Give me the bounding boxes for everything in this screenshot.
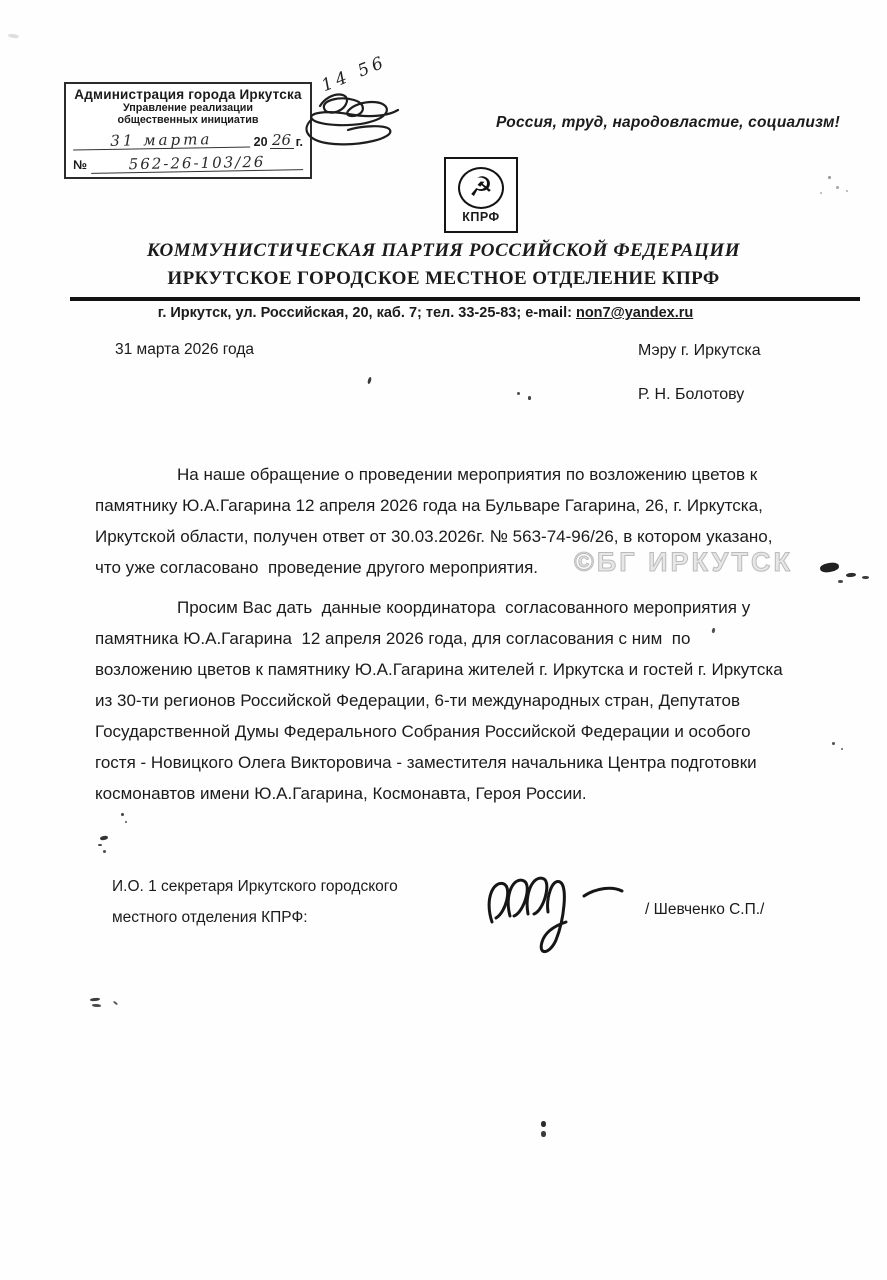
scan-speck	[541, 1131, 546, 1137]
scan-speck	[517, 392, 520, 395]
stamp-handwritten-date: 31 марта	[73, 130, 250, 150]
stamp-date-row	[73, 126, 303, 149]
party-slogan: Россия, труд, народовластие, социализм!	[495, 114, 840, 131]
paragraph2-line: памятника Ю.А.Гагарина 12 апреля 2026 года, для согласования с ним по	[95, 629, 691, 648]
scan-speck	[528, 396, 531, 400]
paragraph2-line: космонавтов имени Ю.А.Гагарина, Космонавта, Героя России.	[95, 784, 587, 803]
paragraph2-line: гостя - Новицкого Олега Викторовича - заместителя начальника Центра подготовки	[95, 753, 757, 772]
addressee-name: Р. Н. Болотову	[638, 386, 745, 403]
watermark: ©БГ ИРКУТСК	[574, 547, 793, 577]
letterhead-address	[0, 305, 887, 321]
paragraph1-line: На наше обращение о проведении мероприятия по возложению цветов к	[177, 465, 758, 484]
scan-speck	[838, 580, 843, 583]
scan-speck	[541, 1121, 546, 1127]
letterhead-rule	[70, 297, 860, 301]
paragraph2-line: возложению цветов к памятнику Ю.А.Гагарина жителей г. Иркутска и гостей г. Иркутска	[95, 660, 783, 679]
scan-speck	[836, 186, 839, 189]
paragraph1-line: Иркутской области, получен ответ от 30.03.2026г. № 563-74-96/26, в котором указано,	[95, 527, 773, 546]
stamp-org-dept-line2: общественных инициатив	[117, 114, 259, 126]
logo-oval-ring	[458, 167, 504, 209]
scan-speck	[121, 813, 124, 816]
stamp-org-dept-line1: Управление реализации	[122, 102, 254, 114]
scan-speck	[828, 176, 831, 179]
kprf-logo-label: КПРФ	[462, 209, 500, 224]
stamp-year-suffix: г.	[295, 135, 303, 149]
scan-speck	[846, 190, 848, 192]
intake-stamp-box	[64, 82, 312, 179]
stamp-signature-scribble-icon	[295, 86, 410, 168]
hammer-sickle-icon: ☭	[468, 172, 494, 203]
stamp-number-row	[73, 149, 303, 172]
scan-speck	[862, 576, 869, 579]
scan-speck	[100, 835, 109, 841]
scan-speck	[367, 377, 372, 385]
letterhead-party-name: КОММУНИСТИЧЕСКАЯ ПАРТИЯ РОССИЙСКОЙ ФЕДЕРАЦИИ	[146, 240, 741, 261]
paragraph1-line: памятнику Ю.А.Гагарина 12 апреля 2026 года на Бульваре Гагарина, 26, г. Иркутска,	[95, 496, 763, 515]
stamp-year-prefix: 20	[253, 135, 268, 149]
address-text: г. Иркутск, ул. Российская, 20, каб. 7; тел. 33-25-83; e-mail:	[157, 305, 576, 321]
scan-speck	[820, 192, 822, 194]
scan-speck	[113, 1001, 118, 1006]
scan-speck	[98, 844, 102, 846]
signer-title-line2: местного отделения КПРФ:	[112, 909, 308, 926]
signer-title-line1: И.О. 1 секретаря Иркутского городского	[112, 878, 398, 895]
scan-speck	[841, 748, 843, 750]
paragraph-gap	[95, 583, 857, 592]
handwritten-time: 14 56	[318, 51, 390, 97]
stamp-org-name: Администрация города Иркутска	[74, 87, 302, 102]
signer-name: / Шевченко С.П./	[645, 901, 765, 918]
paragraph2-line: Государственной Думы Федерального Собрания Российской Федерации и особого	[95, 722, 751, 741]
stamp-number-label: №	[73, 158, 87, 172]
paragraph2-line: из 30-ти регионов Российской Федерации, 6-ти международных стран, Депутатов	[95, 691, 741, 710]
scan-speck	[90, 997, 100, 1001]
scan-speck	[832, 742, 835, 745]
scan-speck	[8, 33, 19, 38]
email-link[interactable]: non7@yandex.ru	[575, 305, 694, 321]
letter-date: 31 марта 2026 года	[115, 341, 255, 358]
stamp-handwritten-number: 562-26-103/26	[91, 153, 303, 174]
paragraph2-line: Просим Вас дать данные координатора согласованного мероприятия у	[177, 598, 751, 617]
scan-speck	[125, 821, 127, 823]
kprf-logo	[444, 157, 518, 233]
letter-body	[95, 459, 857, 809]
paragraph1-line: что уже согласовано проведение другого мероприятия.	[95, 558, 539, 577]
scan-speck	[92, 1004, 101, 1008]
signature-icon	[478, 860, 640, 966]
letterhead-branch-name: ИРКУТСКОЕ ГОРОДСКОЕ МЕСТНОЕ ОТДЕЛЕНИЕ КПРФ	[167, 268, 720, 289]
addressee-title: Мэру г. Иркутска	[638, 342, 761, 359]
stamp-handwritten-year: 26	[270, 132, 294, 149]
scan-speck	[103, 850, 106, 853]
